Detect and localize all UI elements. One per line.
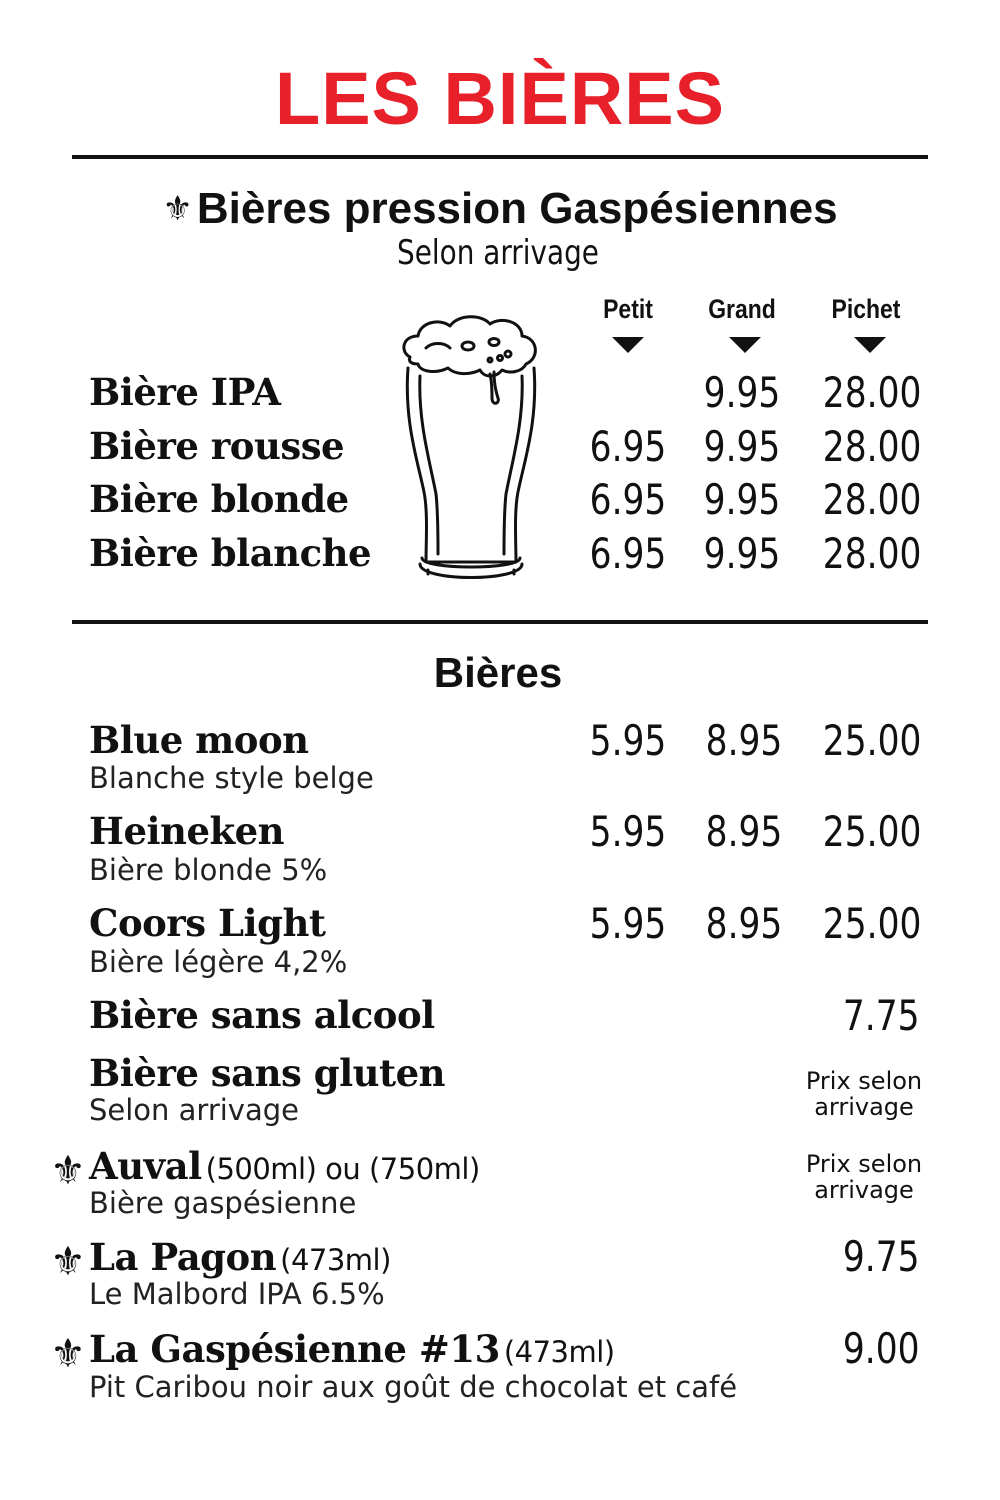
arrow-down-icon [854, 337, 886, 353]
divider-middle [72, 620, 928, 624]
price-grand: 9.95 [703, 368, 781, 417]
price-grand: 9.95 [703, 529, 781, 578]
price-pichet: 25.00 [822, 716, 922, 765]
price-grand: 9.95 [703, 422, 781, 471]
beer-title [89, 1144, 480, 1188]
fleur-de-lis-icon: ⚜ [50, 1239, 86, 1285]
section1-header [0, 184, 1000, 233]
price-note [799, 1069, 929, 1121]
price-grand: 9.95 [703, 475, 781, 524]
divider-top [72, 155, 928, 159]
beer-name: Bière rousse [89, 424, 345, 468]
beer-title [89, 1327, 615, 1371]
section2-title: Bières [433, 649, 563, 696]
price: 9.00 [843, 1324, 920, 1373]
beer-description: Selon arrivage [89, 1093, 299, 1127]
price-petit: 6.95 [589, 422, 667, 471]
beer-name: Auval [89, 1144, 202, 1188]
price-petit: 5.95 [589, 716, 667, 765]
price-pichet: 28.00 [822, 475, 922, 524]
price-note-line: Prix selon [805, 1067, 923, 1095]
beer-name: Heineken [89, 809, 285, 853]
beer-name: Bière IPA [89, 370, 281, 414]
price-note [799, 1152, 929, 1204]
price-petit: 5.95 [589, 807, 667, 856]
price-note-line: arrivage [814, 1175, 914, 1204]
price-petit: 6.95 [589, 475, 667, 524]
price-pichet: 28.00 [822, 422, 922, 471]
price-grand: 8.95 [705, 899, 783, 948]
price-note-line: arrivage [814, 1092, 914, 1121]
fleur-de-lis-icon: ⚜ [50, 1331, 86, 1377]
beer-name: Bière sans gluten [89, 1051, 446, 1095]
price-pichet: 25.00 [822, 807, 922, 856]
beer-title [89, 1235, 391, 1279]
beer-name: La Gaspésienne #13 [89, 1327, 500, 1371]
beer-name: Bière blonde [89, 477, 349, 521]
beer-name: Bière blanche [89, 531, 372, 575]
price-grand: 8.95 [705, 716, 783, 765]
price-petit: 6.95 [589, 529, 667, 578]
arrow-down-icon [612, 337, 644, 353]
section1-subtitle: Selon arrivage [397, 233, 599, 273]
fleur-de-lis-icon: ⚜ [162, 189, 193, 229]
beer-description: Bière blonde 5% [89, 853, 328, 887]
beer-description: Bière gaspésienne [89, 1186, 357, 1220]
beer-name: La Pagon [89, 1235, 277, 1279]
price-pichet: 28.00 [822, 529, 922, 578]
beer-description: Bière légère 4,2% [89, 945, 348, 979]
beer-name: Blue moon [89, 718, 309, 762]
beer-glass-icon [398, 312, 543, 590]
beer-size: (500ml) ou (750ml) [205, 1152, 480, 1186]
price: 9.75 [843, 1232, 920, 1281]
price-pichet: 28.00 [822, 368, 922, 417]
fleur-de-lis-icon: ⚜ [50, 1148, 86, 1194]
column-header-pichet: Pichet [831, 294, 901, 324]
beer-size: (473ml) [280, 1243, 391, 1277]
beer-name: Coors Light [89, 901, 326, 945]
price-note-line: Prix selon [805, 1150, 923, 1178]
column-header-grand: Grand [708, 294, 776, 324]
price-pichet: 25.00 [822, 899, 922, 948]
price-petit: 5.95 [589, 899, 667, 948]
column-header-petit: Petit [603, 294, 653, 324]
price: 7.75 [843, 991, 920, 1040]
beer-description: Le Malbord IPA 6.5% [89, 1277, 385, 1311]
section1-title: Bières pression Gaspésiennes [196, 184, 838, 233]
beer-size: (473ml) [503, 1335, 615, 1369]
price-grand: 8.95 [705, 807, 783, 856]
arrow-down-icon [729, 337, 761, 353]
beer-name: Bière sans alcool [89, 993, 435, 1037]
page-title: LES BIÈRES [275, 57, 725, 140]
beer-description: Blanche style belge [89, 761, 374, 795]
beer-description: Pit Caribou noir aux goût de chocolat et café [89, 1370, 738, 1404]
